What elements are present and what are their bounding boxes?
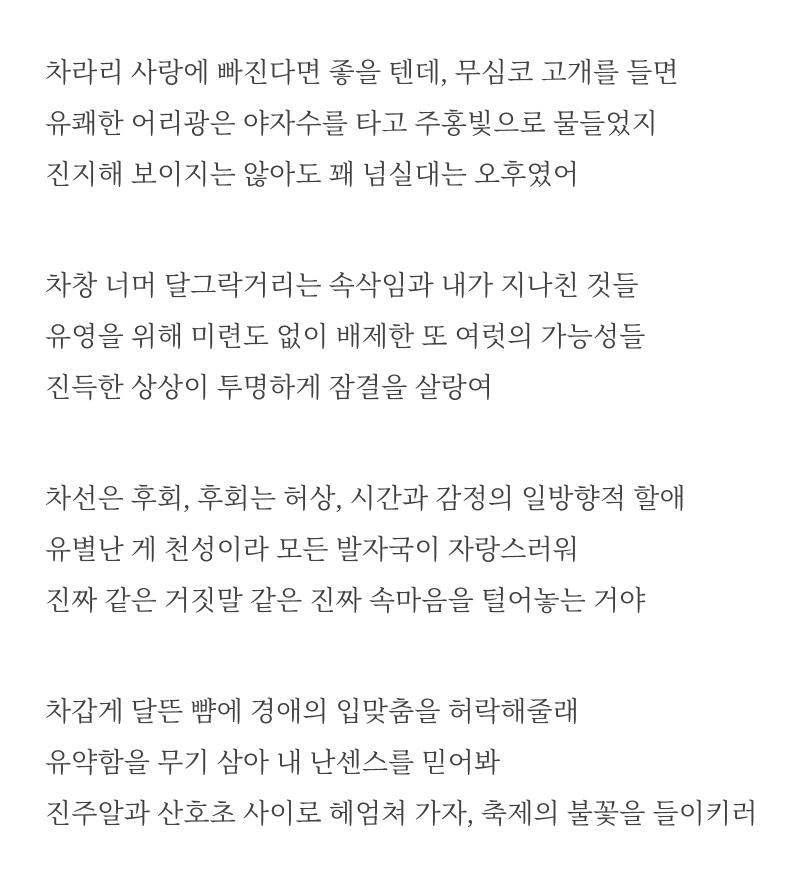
poem-line: 유쾌한 어리광은 야자수를 타고 주홍빛으로 물들었지: [45, 109, 658, 139]
poem-line: 진짜 같은 거짓말 같은 진짜 속마음을 털어놓는 거야: [45, 586, 646, 616]
stanza-1: [45, 48, 770, 201]
stanza-4: [45, 687, 770, 840]
poem-line: 차선은 후회, 후회는 허상, 시간과 감정의 일방향적 할애: [45, 484, 686, 514]
poem-line: 유약함을 무기 삼아 내 난센스를 믿어봐: [45, 748, 501, 778]
poem-line: 진지해 보이지는 않아도 꽤 넘실대는 오후였어: [45, 160, 580, 190]
stanza-2: [45, 261, 770, 414]
poem-line: 유별난 게 천성이라 모든 발자국이 자랑스러워: [45, 535, 580, 565]
poem-line: 진주알과 산호초 사이로 헤엄쳐 가자, 축제의 불꽃을 들이키러: [45, 799, 758, 829]
poem-line: 차창 너머 달그락거리는 속삭임과 내가 지나친 것들: [45, 271, 639, 301]
poem-line: 차갑게 달뜬 뺨에 경애의 입맞춤을 허락해줄래: [45, 697, 580, 727]
poem-line: 차라리 사랑에 빠진다면 좋을 텐데, 무심코 고개를 들면: [45, 58, 679, 88]
poem-line: 유영을 위해 미련도 없이 배제한 또 여럿의 가능성들: [45, 322, 646, 352]
poem-line: 진득한 상상이 투명하게 잠결을 살랑여: [45, 373, 494, 403]
stanza-3: [45, 474, 770, 627]
